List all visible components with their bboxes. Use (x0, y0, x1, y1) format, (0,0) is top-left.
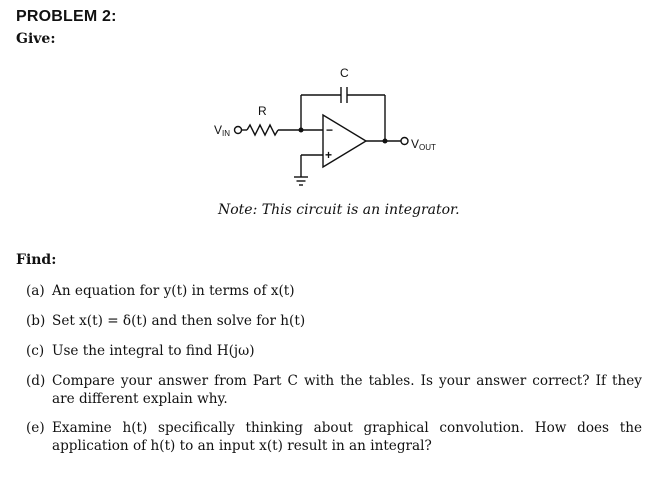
integrator-circuit-diagram (205, 62, 445, 197)
vin-terminal (235, 127, 242, 134)
question-text: Use the integral to find H(jω) (52, 343, 255, 359)
question-text: Set x(t) = δ(t) and then solve for h(t) (52, 313, 306, 329)
vout-terminal (401, 138, 408, 145)
question-item-b (26, 312, 642, 330)
capacitor-label: C (340, 66, 349, 80)
resistor-label: R (258, 104, 267, 118)
ground-icon (294, 177, 308, 185)
inverting-input-sign: − (326, 123, 334, 137)
question-text: An equation for y(t) in terms of x(t) (52, 283, 295, 299)
vout-label: VOUT (411, 137, 436, 152)
junction-dot (383, 139, 388, 144)
non-inverting-input-sign: + (325, 148, 333, 162)
question-item-d (26, 372, 642, 408)
junction-dot (299, 128, 304, 133)
question-item-a (26, 282, 642, 300)
give-heading: Give: (16, 31, 56, 47)
question-text: Compare your answer from Part C with the tables. Is your answer correct? If they are different explain why. (52, 373, 642, 407)
question-label: (c) (26, 343, 45, 359)
find-heading: Find: (16, 252, 57, 268)
problem-title: PROBLEM 2: (16, 8, 117, 25)
question-label: (d) (26, 373, 46, 389)
circuit-note: Note: This circuit is an integrator. (218, 202, 460, 218)
question-item-e (26, 419, 642, 455)
question-label: (a) (26, 283, 45, 299)
question-text: Examine h(t) specifically thinking about graphical convolution. How does the application of h(t) to an input x(t) result in an integral? (52, 420, 642, 454)
question-list (26, 282, 642, 455)
question-label: (e) (26, 420, 45, 436)
question-item-c (26, 342, 642, 360)
question-label: (b) (26, 313, 46, 329)
resistor-symbol (247, 125, 278, 135)
vin-label: VIN (214, 123, 231, 138)
